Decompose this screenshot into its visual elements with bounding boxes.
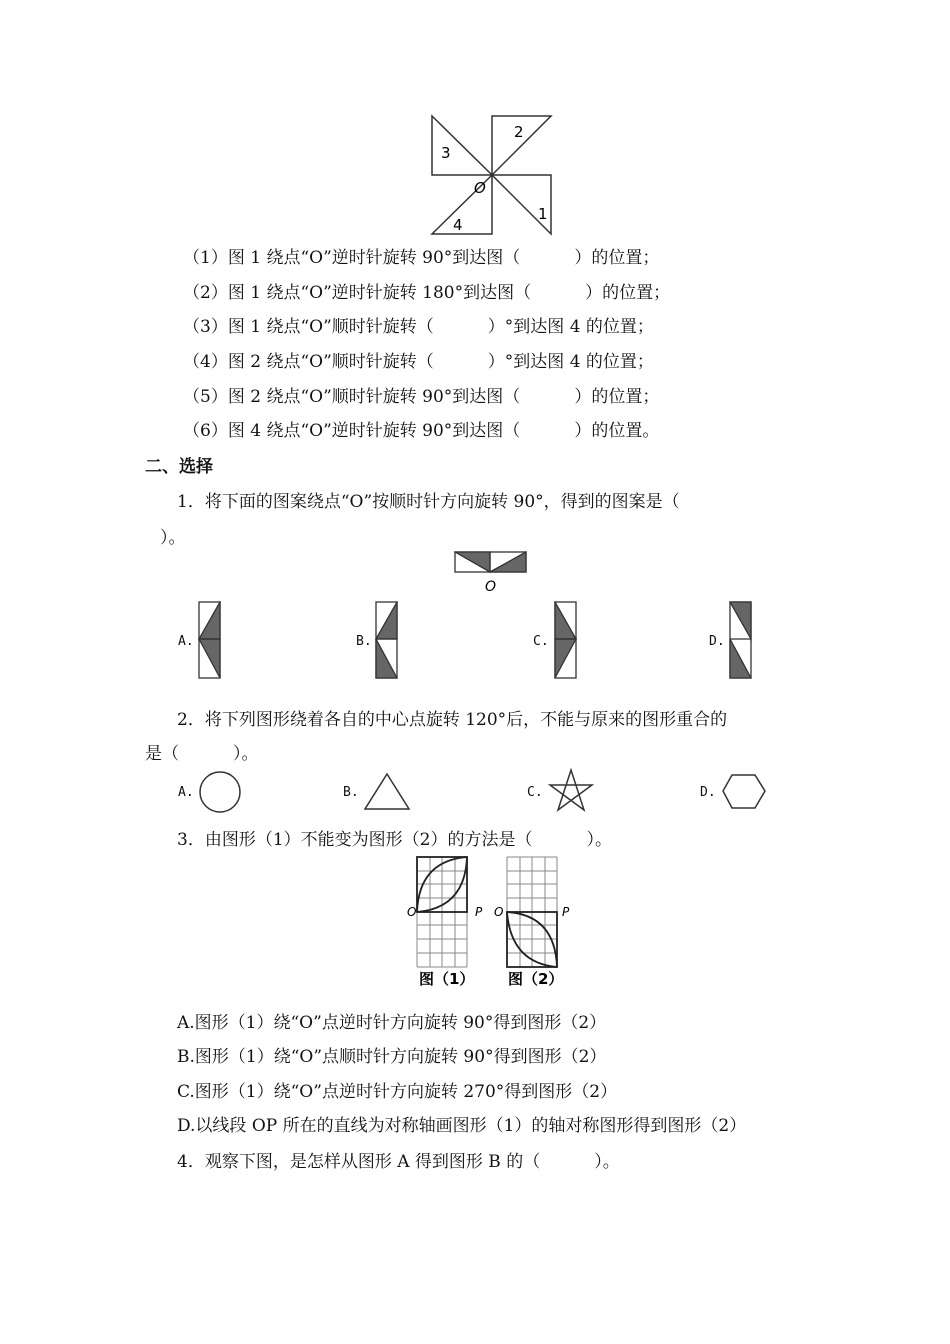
caption-figure-2: 图（2）	[508, 970, 564, 988]
label-3: 3	[441, 144, 451, 162]
q1-option-d[interactable]	[729, 601, 753, 679]
label-1: 1	[538, 205, 548, 223]
choice-q4-text: 4．观察下图，是怎样从图形 A 得到图形 B 的（ ）。	[177, 1152, 620, 1172]
point-p-1: P	[475, 905, 483, 919]
pinwheel-figure	[425, 112, 555, 238]
q2-option-b-label[interactable]: B.	[343, 785, 359, 800]
q3-choice-a[interactable]: A.图形（1）绕“O”点逆时针方向旋转 90°得到图形（2）	[177, 1013, 607, 1033]
q3-figure	[405, 855, 570, 990]
choice-q2-text-2: 是（ ）。	[145, 744, 259, 764]
triangle-shape[interactable]	[364, 772, 412, 812]
label-4: 4	[453, 216, 463, 234]
q3-choice-c[interactable]: C.图形（1）绕“O”点逆时针方向旋转 270°得到图形（2）	[177, 1082, 618, 1102]
choice-q1-text-2: ）。	[160, 528, 186, 548]
q1-option-b-label[interactable]: B.	[356, 634, 372, 649]
q1-center-label: O	[485, 579, 497, 595]
caption-figure-1: 图（1）	[419, 970, 475, 988]
q1-option-c-label[interactable]: C.	[533, 634, 549, 649]
q1-item-6: （6）图 4 绕点“O”逆时针旋转 90°到达图（ ）的位置。	[183, 421, 660, 441]
q1-item-3: （3）图 1 绕点“O”顺时针旋转（ ）°到达图 4 的位置；	[183, 317, 654, 337]
point-p-2: P	[562, 905, 570, 919]
q2-option-c-label[interactable]: C.	[527, 785, 543, 800]
q1-option-a-label[interactable]: A.	[178, 634, 194, 649]
choice-q3-text: 3．由图形（1）不能变为图形（2）的方法是（ ）。	[177, 830, 612, 850]
q1-item-5: （5）图 2 绕点“O”顺时针旋转 90°到达图（ ）的位置；	[183, 387, 660, 407]
q1-option-a[interactable]	[198, 601, 222, 679]
q2-option-d-label[interactable]: D.	[700, 785, 716, 800]
label-2: 2	[514, 123, 524, 141]
circle-shape[interactable]	[198, 770, 244, 816]
q2-option-a-label[interactable]: A.	[178, 785, 194, 800]
section-title: 二、选择	[145, 457, 213, 477]
hexagon-shape[interactable]	[721, 773, 767, 811]
star-shape[interactable]	[547, 768, 595, 814]
q1-pattern	[454, 550, 528, 595]
q1-option-b[interactable]	[375, 601, 399, 679]
center-label: O	[474, 179, 486, 197]
point-o-1: O	[407, 905, 417, 919]
q3-choice-b[interactable]: B.图形（1）绕“O”点顺时针方向旋转 90°得到图形（2）	[177, 1047, 607, 1067]
q1-item-2: （2）图 1 绕点“O”逆时针旋转 180°到达图（ ）的位置；	[183, 283, 671, 303]
choice-q2-text: 2．将下列图形绕着各自的中心点旋转 120°后，不能与原来的图形重合的	[177, 710, 728, 730]
q3-choice-d[interactable]: D.以线段 OP 所在的直线为对称轴画图形（1）的轴对称图形得到图形（2）	[177, 1116, 747, 1136]
q1-option-c[interactable]	[554, 601, 578, 679]
choice-q1-text: 1．将下面的图案绕点“O”按顺时针方向旋转 90°，得到的图案是（	[177, 492, 680, 512]
q1-item-4: （4）图 2 绕点“O”顺时针旋转（ ）°到达图 4 的位置；	[183, 352, 654, 372]
q1-option-d-label[interactable]: D.	[709, 634, 725, 649]
q1-item-1: （1）图 1 绕点“O”逆时针旋转 90°到达图（ ）的位置；	[183, 248, 660, 268]
point-o-2: O	[494, 905, 504, 919]
